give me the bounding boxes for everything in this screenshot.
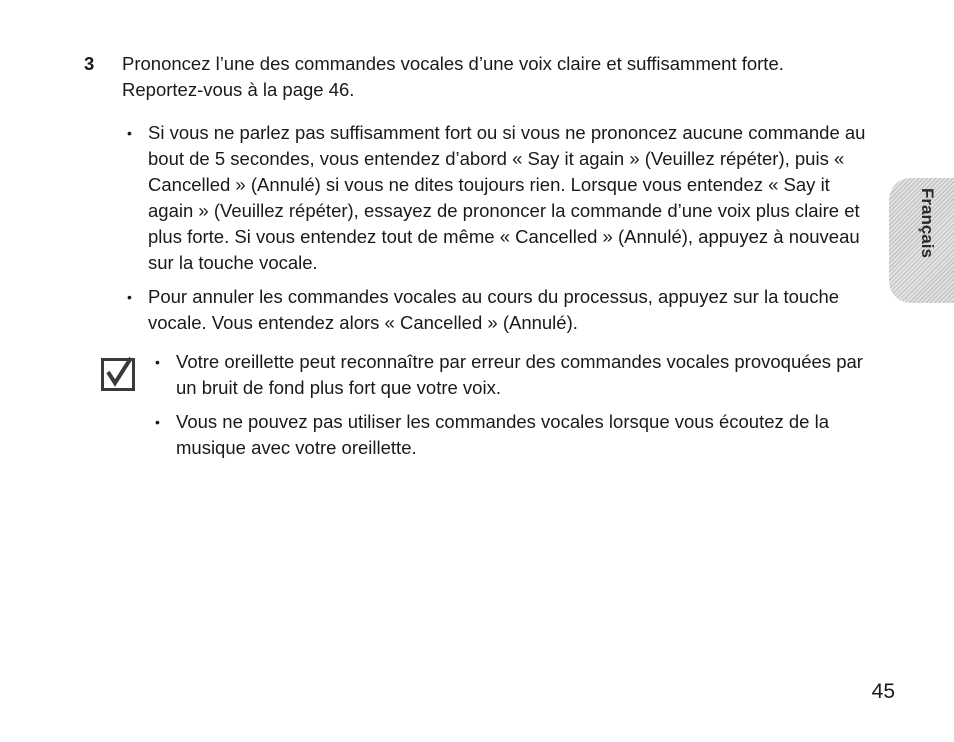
bullet-dot: • <box>155 414 160 430</box>
bullet-text: Pour annuler les commandes vocales au cours du processus, appuyez sur la touche vocale. Vous entendez alors « Cancelled » (Annulé). <box>148 286 840 333</box>
bullet-dot: • <box>127 125 132 141</box>
note-list <box>152 349 872 469</box>
step-instruction <box>84 51 874 103</box>
list-item <box>124 284 869 336</box>
step-number: 3 <box>84 53 95 74</box>
language-tab-label: Français <box>918 188 937 258</box>
checkbox-checked-icon <box>100 355 136 391</box>
step-text <box>122 51 874 103</box>
note-text: Vous ne pouvez pas utiliser les commandes vocales lorsque vous écoutez de la musique avec votre oreillette. <box>176 411 830 458</box>
bullet-text: Si vous ne parlez pas suffisamment fort ou si vous ne prononcez aucune commande au bout de 5 secondes, vous entendez d’abord « Say it again » (Veuillez répéter), puis « Cancelled » (Annulé) si vous ne dites toujours rien. Lorsque vous entendez « Say it again » (Veuillez répéter), essayez de prononcer la commande d’une voix plus claire et plus forte. Si vous entendez tout de même « Cancelled » (Annulé), appuyez à nouveau sur la touche vocale. <box>148 122 866 273</box>
language-tab <box>889 178 954 303</box>
step-text-line1: Prononcez l’une des commandes vocales d’une voix claire et suffisamment forte. <box>122 53 784 74</box>
list-item <box>152 409 872 461</box>
note-text: Votre oreillette peut reconnaître par erreur des commandes vocales provoquées par un bruit de fond plus fort que votre voix. <box>176 351 863 398</box>
list-item <box>152 349 872 401</box>
bullet-dot: • <box>155 354 160 370</box>
page-number: 45 <box>871 680 895 703</box>
step-text-line2: Reportez-vous à la page 46. <box>122 79 355 100</box>
list-item <box>124 120 869 276</box>
step-bullet-list <box>124 120 869 344</box>
bullet-dot: • <box>127 289 132 305</box>
